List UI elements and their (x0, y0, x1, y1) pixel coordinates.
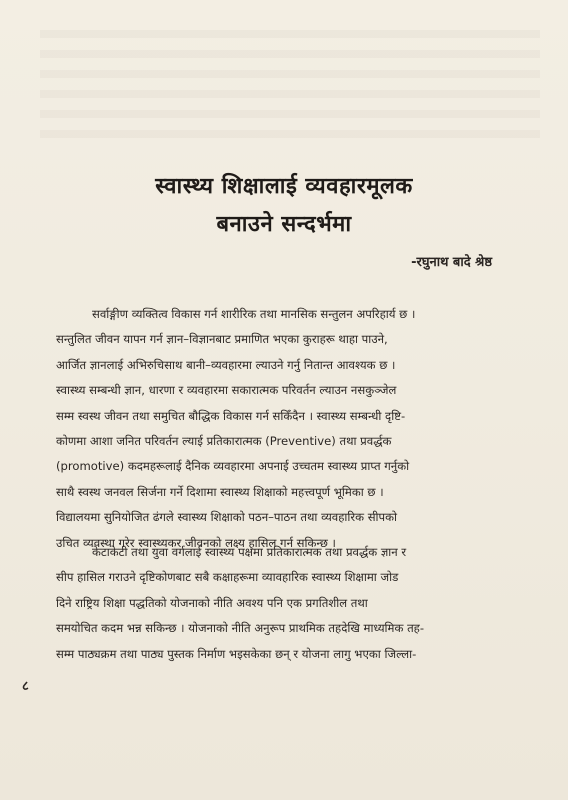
paragraph-line: विद्यालयमा सुनियोजित ढंगले स्वास्थ्य शिक्षाको पठन–पाठन तथा व्यवहारिक सीपको (56, 510, 398, 525)
paragraph-line: स्वास्थ्य सम्बन्धी ज्ञान, धारणा र व्यवहारमा सकारात्मक परिवर्तन ल्याउन नसकुञ्जेल (56, 383, 397, 398)
page-number: ८ (22, 679, 29, 694)
paragraph-line: सम्म स्वस्थ जीवन तथा समुचित बौद्धिक विकास गर्न सकिँदैन । स्वास्थ्य सम्बन्धी दृष्टि- (56, 408, 406, 423)
article-title-line-2: बनाउने सन्दर्भमा (216, 212, 352, 237)
paragraph-line: समयोचित कदम भन्न सकिन्छ । योजनाको नीति अनुरूप प्राथमिक तहदेखि माध्यमिक तह- (56, 621, 425, 636)
paragraph-line: सर्वाङ्गीण व्यक्तित्व विकास गर्न शारीरिक तथा मानसिक सन्तुलन अपरिहार्य छ । (92, 307, 416, 321)
article-author: -रघुनाथ बादे श्रेष्ठ (411, 255, 492, 270)
bleed-through-texture (40, 30, 540, 150)
paragraph-line: सीप हासिल गराउने दृष्टिकोणबाट सबै कक्षाहरूमा व्यावहारिक स्वास्थ्य शिक्षामा जोड (56, 570, 399, 585)
paragraph-1 (56, 302, 518, 556)
paragraph-line: केटाकेटी तथा युवा वर्गलाई स्वास्थ्य पक्षमा प्रतिकारात्मक तथा प्रवर्द्धक ज्ञान र (92, 545, 407, 559)
paragraph-line: सम्म पाठ्यक्रम तथा पाठ्य पुस्तक निर्माण भइसकेका छन् र योजना लागु भएका जिल्ला- (56, 646, 417, 661)
paragraph-line: आर्जित ज्ञानलाई अभिरुचिसाथ बानी–व्यवहारमा ल्याउने गर्नु नितान्त आवश्यक छ । (56, 357, 396, 372)
paragraph-line: दिने राष्ट्रिय शिक्षा पद्धतिको योजनाको नीति अवश्य पनि एक प्रगतिशील तथा (56, 595, 368, 610)
paragraph-line: साथै स्वस्थ जनवल सिर्जना गर्ने दिशामा स्वास्थ्य शिक्षाको महत्त्वपूर्ण भूमिका छ । (56, 484, 384, 499)
paragraph-line: (promotive) कदमहरूलाई दैनिक व्यवहारमा अपनाई उच्चतम स्वास्थ्य प्राप्त गर्नुको (56, 459, 410, 474)
article-title-line-1: स्वास्थ्य शिक्षालाई व्यवहारमूलक (155, 174, 413, 199)
paragraph-2 (56, 540, 518, 667)
paragraph-line: सन्तुलित जीवन यापन गर्न ज्ञान–विज्ञानबाट प्रमाणित भएका कुराहरू थाहा पाउने, (56, 332, 388, 347)
paragraph-line: कोणमा आशा जनित परिवर्तन ल्याई प्रतिकारात्मक (Preventive) तथा प्रवर्द्धक (56, 433, 392, 448)
paragraph-line: उचित व्यवस्था गरेर स्वास्थ्यकर जीवनको लक्ष्य हासिल गर्न सकिन्छ । (56, 535, 336, 550)
